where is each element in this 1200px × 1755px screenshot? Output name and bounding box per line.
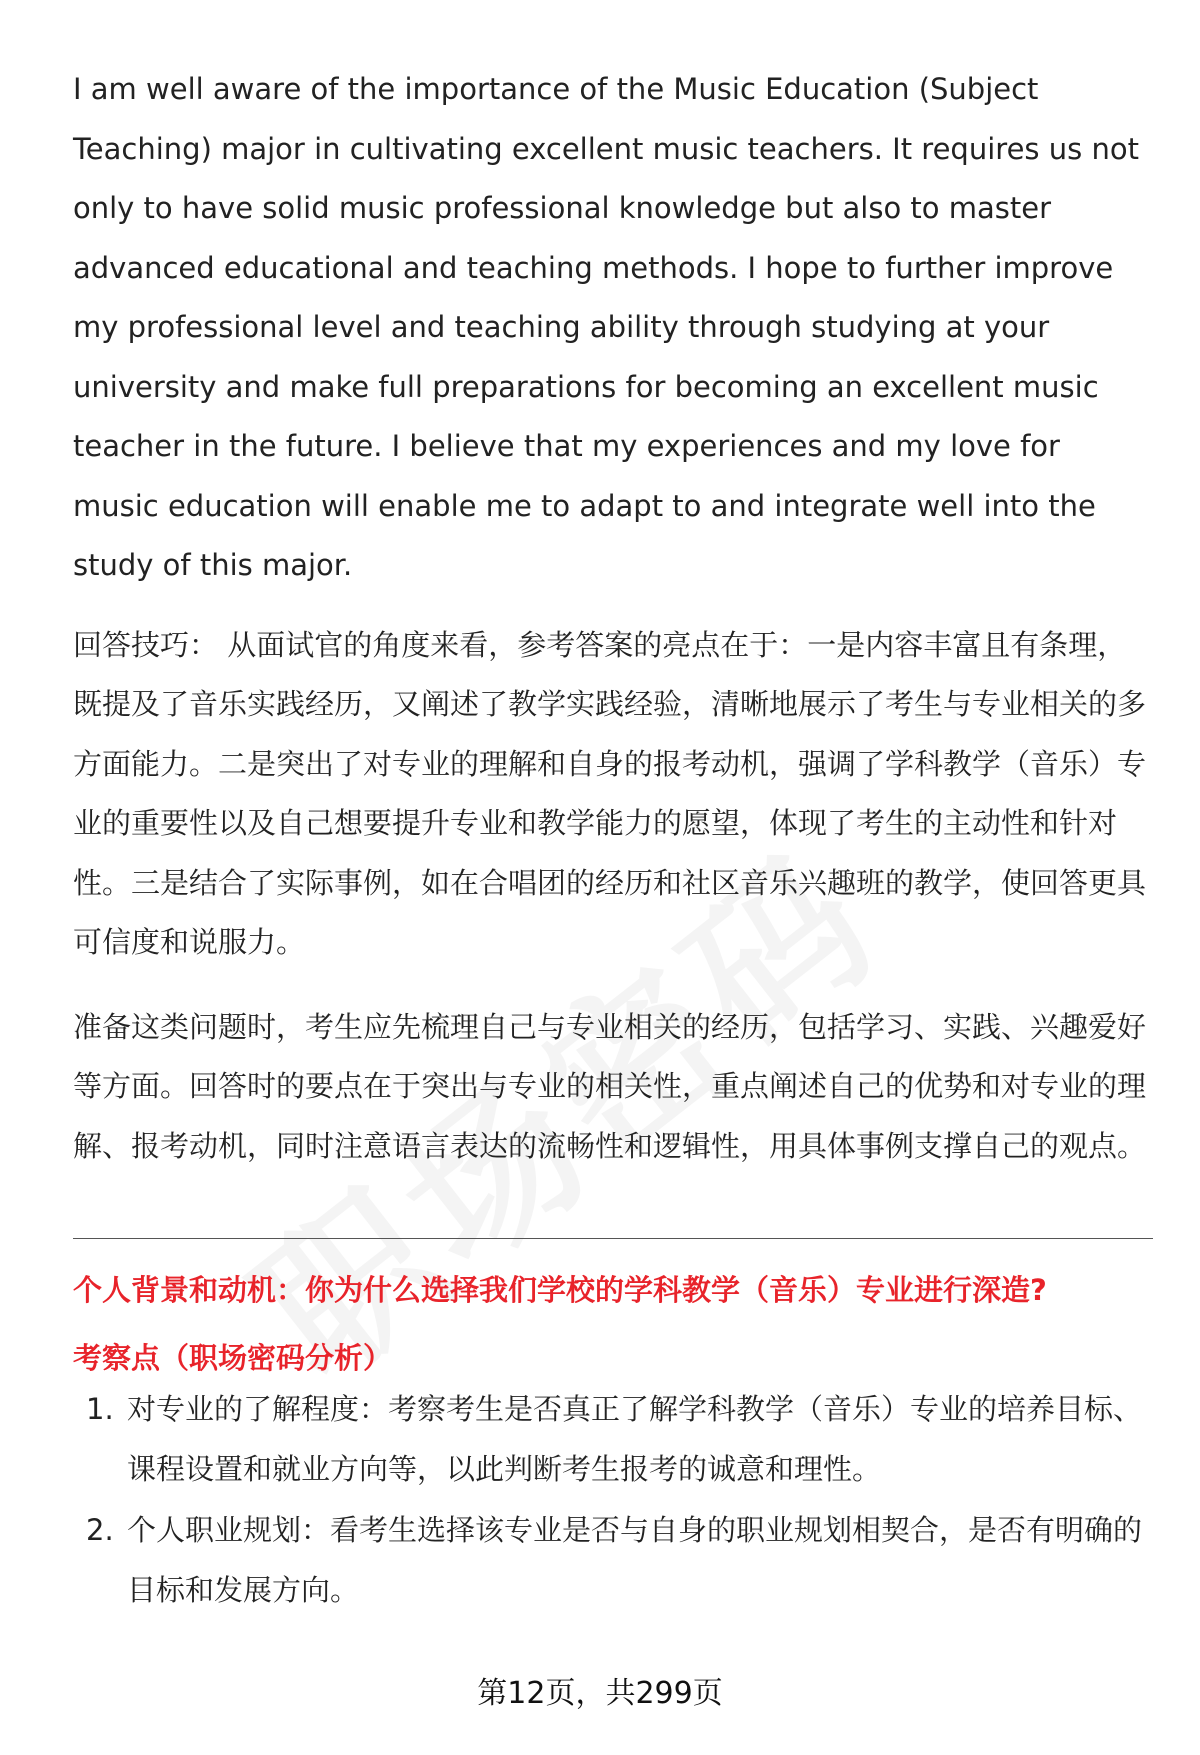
- list-item-text: 个人职业规划：看考生选择该专业是否与自身的职业规划相契合，是否有明确的目标和发展方向。: [127, 1513, 1143, 1607]
- question-heading: 个人背景和动机：你为什么选择我们学校的学科教学（音乐）专业进行深造?: [73, 1273, 1047, 1307]
- list-item: [73, 1501, 1153, 1620]
- section-divider: [73, 1238, 1153, 1239]
- assessment-points-heading: 考察点（职场密码分析）: [73, 1341, 393, 1375]
- list-item-text: 对专业的了解程度：考察考生是否真正了解学科教学（音乐）专业的培养目标、课程设置和就业方向等，以此判断考生报考的诚意和理性。: [127, 1392, 1143, 1486]
- list-item-number: 1.: [86, 1392, 114, 1426]
- assessment-points-list: [73, 1380, 1153, 1622]
- answer-tips-paragraph: 回答技巧： 从面试官的角度来看，参考答案的亮点在于：一是内容丰富且有条理，既提及了音乐实践经历，又阐述了教学实践经验，清晰地展示了考生与专业相关的多方面能力。二是突出了对专业的理解和自身的报考动机，强调了学科教学（音乐）专业的重要性以及自己想要提升专业和教学能力的愿望，体现了考生的主动性和针对性。三是结合了实际事例，如在合唱团的经历和社区音乐兴趣班的教学，使回答更具可信度和说服力。: [73, 627, 1147, 959]
- preparation-advice-paragraph: 准备这类问题时，考生应先梳理自己与专业相关的经历，包括学习、实践、兴趣爱好等方面。回答时的要点在于突出与专业的相关性，重点阐述自己的优势和对专业的理解、报考动机，同时注意语言表达的流畅性和逻辑性，用具体事例支撑自己的观点。: [73, 1009, 1147, 1163]
- page-number-footer: 第12页，共299页: [477, 1676, 723, 1711]
- list-item-number: 2.: [86, 1513, 114, 1547]
- document-page: [73, 60, 1153, 1607]
- list-item: [73, 1380, 1153, 1499]
- english-answer-paragraph: I am well aware of the importance of the Music Education (Subject Teaching) major in cultivating excellent music teachers. It requires us not only to have solid music professional knowledge but also to master advanced educational and teaching methods. I hope to further improve my professional level and teaching ability through studying at your university and make full preparations for becoming an excellent music teacher in the future. I believe that my experiences and my love for music education will enable me to adapt to and integrate well into the study of this major.: [73, 72, 1139, 582]
